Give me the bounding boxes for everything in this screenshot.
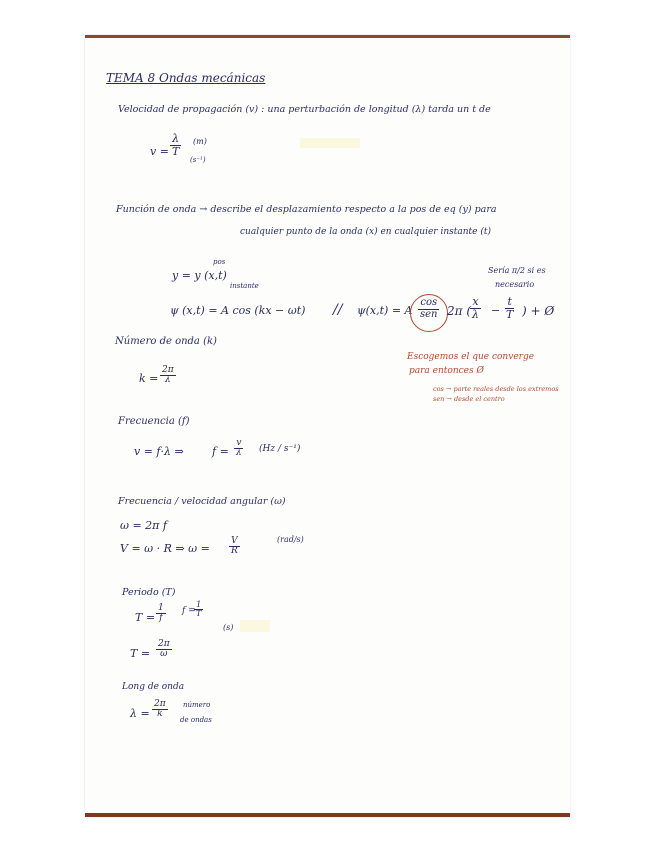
period-unit: (s)	[223, 623, 234, 632]
frequency-heading: Frecuencia (f)	[118, 416, 190, 427]
wave-number-fraction	[160, 366, 176, 386]
sen-label: sen	[420, 308, 438, 320]
wave-function-line2: cualquier punto de la onda (x) en cualquier instante (t)	[240, 227, 491, 237]
velocity-num-unit: (m)	[193, 137, 207, 146]
period-eq3-den: ω	[160, 649, 168, 660]
velocity-den: T	[172, 144, 180, 158]
angular-den: R	[231, 546, 238, 557]
wave-number-num: 2π	[162, 365, 174, 375]
minus-sign: −	[491, 304, 501, 317]
eq-psi2-end: ) + Ø	[522, 304, 555, 318]
separator: //	[333, 302, 343, 318]
eq-psi: ψ (x,t) = A cos (kx − ωt)	[170, 304, 306, 317]
red-note-4: sen → desde el centro	[433, 395, 505, 403]
angular-unit: (rad/s)	[277, 535, 304, 544]
wave-number-lhs: k =	[139, 372, 159, 385]
frequency-num: v	[236, 438, 242, 448]
wavelength-heading: Long de onda	[122, 682, 185, 692]
red-note-2: para entonces Ø	[409, 366, 484, 376]
velocity-den-unit: (s⁻¹)	[190, 156, 206, 164]
period-eq2-fraction	[194, 601, 203, 619]
page-title: TEMA 8 Ondas mecánicas	[106, 71, 266, 85]
wavelength-den: k	[157, 709, 163, 720]
wavelength-lhs: λ =	[130, 707, 150, 720]
velocity-num: λ	[172, 132, 180, 145]
red-note-3: cos → parte reales desde los extremos	[433, 385, 559, 393]
frequency-eq1: v = f·λ ⇒	[134, 445, 184, 458]
wave-number-heading: Número de onda (k)	[115, 336, 217, 347]
period-eq1-lhs: T =	[135, 611, 156, 624]
t-num: t	[507, 295, 512, 308]
note-pos: pos	[213, 258, 226, 266]
angular-eq1: ω = 2π f	[120, 519, 167, 532]
period-eq2-lhs: f =	[182, 606, 196, 616]
frequency-den: λ	[236, 448, 242, 459]
period-eq3-num: 2π	[158, 639, 170, 649]
eq-psi2-mid: 2π (	[447, 304, 472, 318]
angular-eq2: V = ω · R ⇒ ω =	[120, 542, 210, 555]
velocity-lhs: v =	[150, 145, 169, 158]
side-note-1: Sería π/2 si es	[488, 266, 546, 275]
period-eq3-fraction	[156, 640, 172, 660]
t-den: T	[506, 307, 514, 321]
wavelength-fraction	[152, 700, 168, 720]
x-den: λ	[472, 307, 479, 321]
frequency-fraction	[234, 439, 244, 459]
intro-line: Velocidad de propagación (v) : una perturbación de longitud (λ) tarda un t de	[118, 104, 491, 115]
highlight-mark	[240, 620, 270, 632]
red-note-1: Escogemos el que converge	[407, 352, 535, 362]
period-eq1-fraction	[156, 604, 166, 624]
wavelength-num: 2π	[154, 699, 166, 709]
wave-number-den: λ	[164, 375, 171, 386]
highlight-mark	[300, 138, 360, 148]
t-over-T	[504, 296, 515, 320]
period-eq1-num: 1	[158, 603, 164, 613]
cos-label: cos	[420, 297, 438, 308]
x-over-lambda	[470, 296, 481, 320]
period-heading: Periodo (T)	[122, 587, 176, 598]
x-num: x	[472, 295, 479, 308]
angular-num: V	[231, 536, 238, 546]
wavelength-note-top: número	[183, 701, 211, 709]
frequency-eq2-lhs: f =	[212, 445, 229, 458]
velocity-fraction	[170, 133, 181, 157]
angular-heading: Frecuencia / velocidad angular (ω)	[118, 496, 286, 507]
angular-fraction	[229, 537, 240, 557]
period-eq2-den: T	[196, 609, 202, 619]
note-time: instante	[230, 282, 259, 290]
red-circle-mark	[410, 294, 448, 332]
period-eq3-lhs: T =	[130, 647, 151, 660]
wave-function-line1: Función de onda → describe el desplazamiento respecto a la pos de eq (y) para	[116, 204, 497, 215]
eq-psi2-lhs: ψ(x,t) = A	[357, 304, 413, 317]
frequency-unit: (Hz / s⁻¹)	[259, 444, 301, 454]
side-note-2: necesario	[495, 280, 535, 289]
period-eq2-num: 1	[196, 600, 202, 609]
wavelength-note-bottom: de ondas	[180, 716, 212, 724]
eq-y: y = y (x,t)	[172, 269, 227, 282]
period-eq1-den: f	[159, 613, 163, 624]
